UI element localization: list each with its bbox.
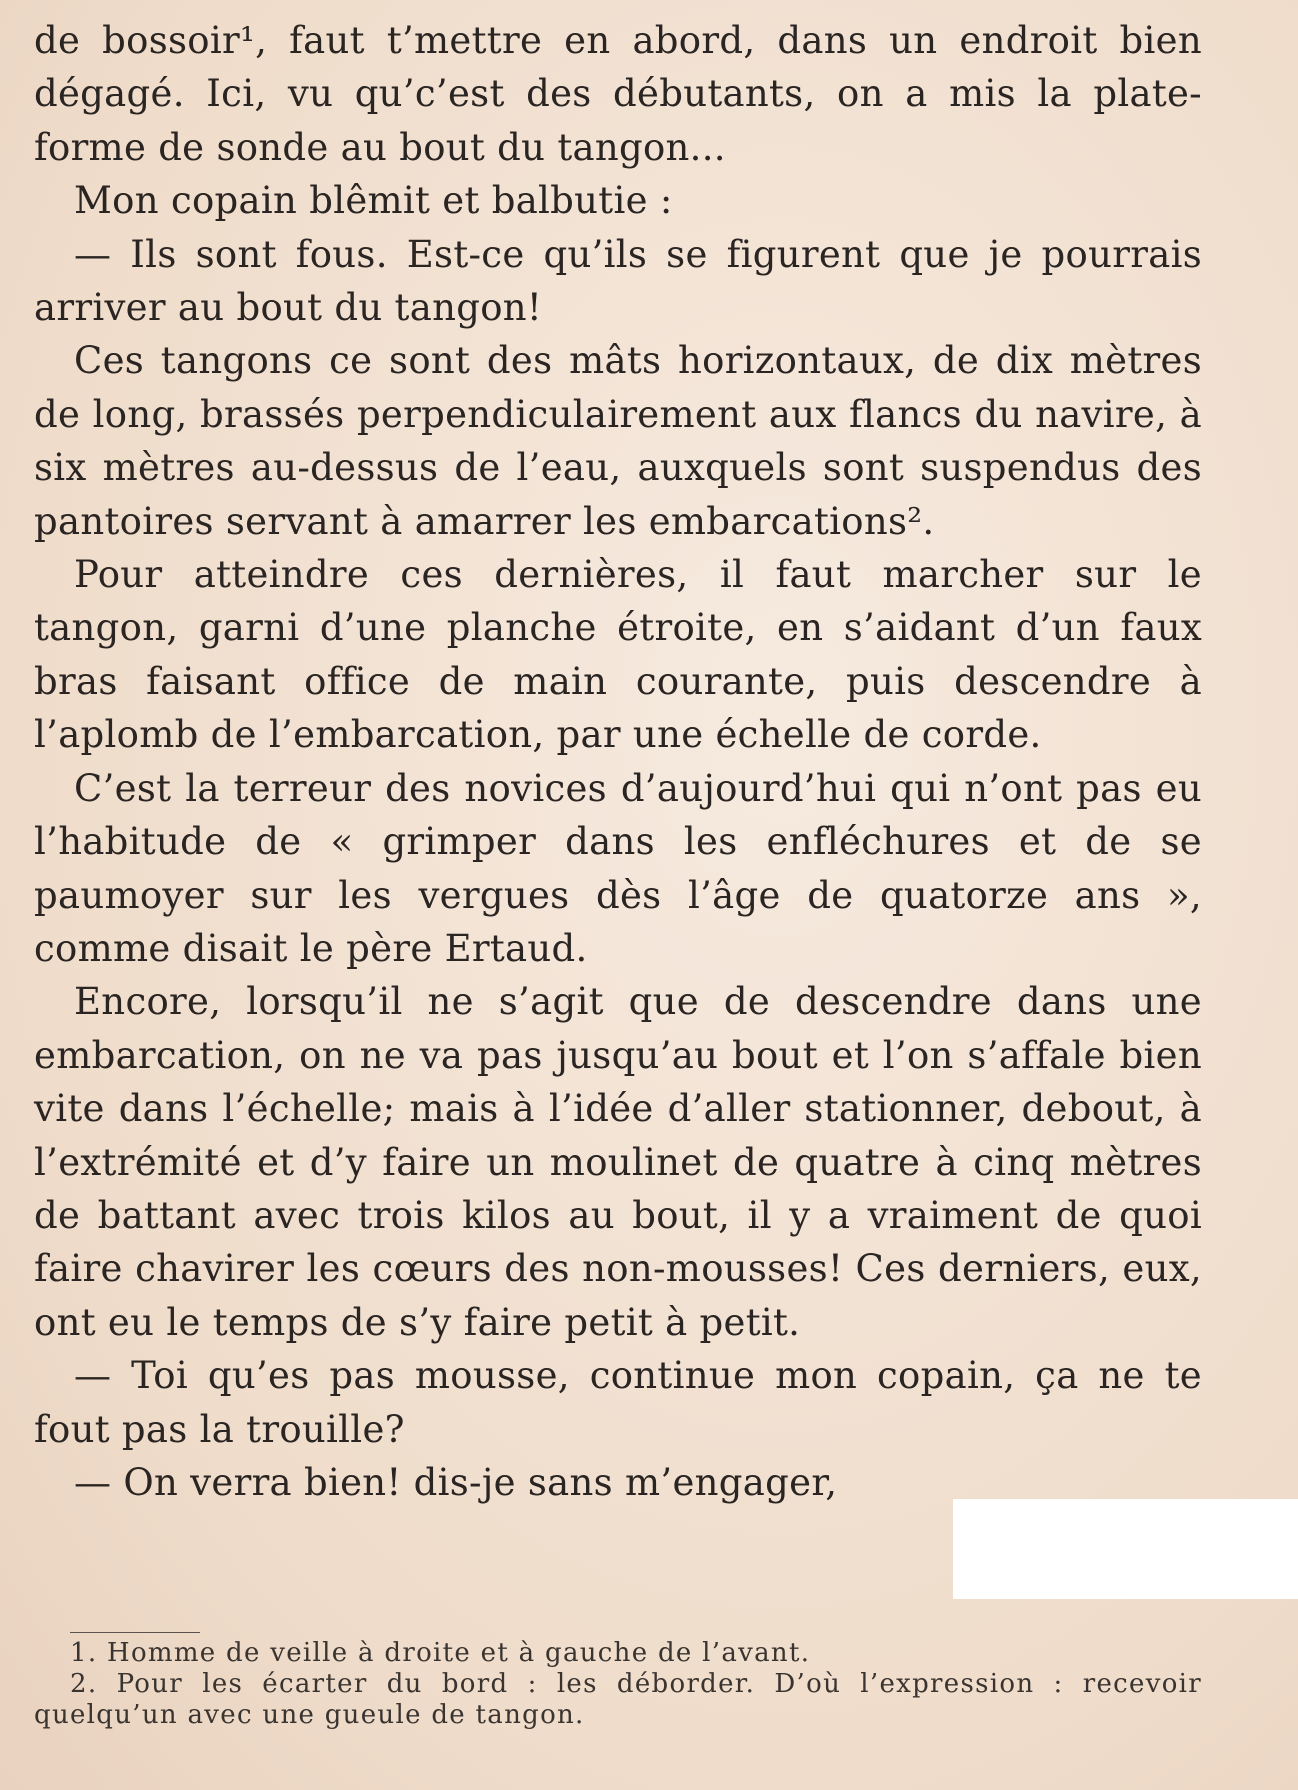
footnotes (34, 1638, 1202, 1731)
redaction-box (953, 1499, 1298, 1599)
body-text (34, 14, 1202, 1509)
paragraph: Mon copain blêmit et balbutie : (74, 179, 673, 223)
paragraph: Pour atteindre ces dernières, il faut marcher sur le tangon, garni d’une planche étroite, en s’aidant d’un faux bras faisant office de main courante, puis descendre à l’aplomb de l’embarcation, par une échelle de corde. (34, 553, 1202, 757)
footnote: 1. Homme de veille à droite et à gauche de l’avant. (70, 1638, 811, 1668)
paragraph: — On verra bien! dis-je sans m’engager, (74, 1460, 838, 1504)
paragraph: — Toi qu’es pas mousse, continue mon copain, ça ne te fout pas la trouille? (34, 1354, 1202, 1451)
paragraph: Ces tangons ce sont des mâts horizontaux, de dix mètres de long, brassés perpendiculairement aux flancs du navire, à six mètres au-dessus de l’eau, auxquels sont suspendus des pantoires servant à amarrer les embarcations². (34, 339, 1202, 543)
paragraph: Encore, lorsqu’il ne s’agit que de descendre dans une embarcation, on ne va pas jusqu’au bout et l’on s’affale bien vite dans l’échelle; mais à l’idée d’aller stationner, debout, à l’extrémité et d’y faire un moulinet de quatre à cinq mètres de battant avec trois kilos au bout, il y a vraiment de quoi faire chavirer les cœurs des non-mousses! Ces derniers, eux, ont eu le temps de s’y faire petit à petit. (34, 980, 1202, 1344)
paragraph: — Ils sont fous. Est-ce qu’ils se figurent que je pourrais arriver au bout du tangon! (34, 232, 1202, 330)
footnote: 2. Pour les écarter du bord : les déborder. D’où l’expression : recevoir quelqu’un avec une gueule de tangon. (34, 1669, 1202, 1730)
paragraph: C’est la terreur des novices d’aujourd’hui qui n’ont pas eu l’habitude de « grimper dans les enfléchures et de se paumoyer sur les vergues dès l’âge de quatorze ans », comme disait le père Ertaud. (34, 766, 1202, 970)
footnote-rule (70, 1632, 200, 1633)
paragraph: de bossoir¹, faut t’mettre en abord, dans un endroit bien dégagé. Ici, vu qu’c’est des débutants, on a mis la plate-forme de sonde au bout du tangon... (34, 19, 1202, 169)
